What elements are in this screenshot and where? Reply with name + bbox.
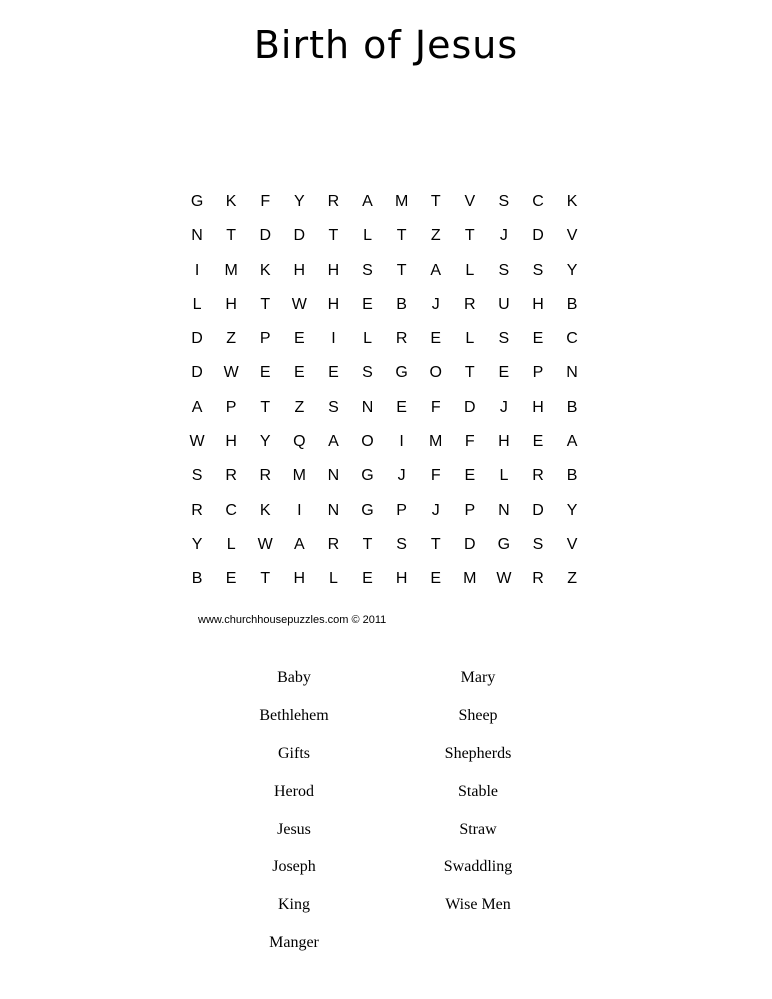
grid-letter[interactable]: T xyxy=(260,295,271,313)
grid-letter[interactable]: S xyxy=(328,398,339,416)
grid-letter[interactable]: D xyxy=(464,398,476,416)
grid-letter[interactable]: M xyxy=(224,261,238,279)
grid-letter[interactable]: B xyxy=(396,295,407,313)
grid-letter[interactable]: T xyxy=(396,261,407,279)
grid-letter[interactable]: H xyxy=(498,433,510,451)
grid-letter[interactable]: S xyxy=(532,535,544,553)
grid-letter[interactable]: H xyxy=(327,261,340,279)
grid-letter[interactable]: G xyxy=(497,535,511,553)
grid-letter[interactable]: H xyxy=(225,295,237,313)
word-list-item: Herod xyxy=(274,782,314,800)
grid-letter[interactable]: M xyxy=(292,467,306,485)
grid-letter[interactable]: H xyxy=(327,295,340,313)
grid-letter[interactable]: C xyxy=(225,501,237,519)
grid-letter[interactable]: Y xyxy=(293,193,305,210)
grid-letter[interactable]: R xyxy=(191,501,203,519)
grid-letter[interactable]: E xyxy=(293,330,305,348)
grid-letter[interactable]: P xyxy=(464,501,476,519)
grid-letter[interactable]: T xyxy=(226,227,237,245)
grid-letter[interactable]: G xyxy=(361,501,374,519)
grid-letter[interactable]: T xyxy=(430,535,441,553)
grid-letter[interactable]: A xyxy=(566,433,578,451)
word-list-item: Manger xyxy=(269,934,319,952)
grid-letter[interactable]: E xyxy=(430,570,442,588)
grid-letter[interactable]: K xyxy=(259,261,271,279)
grid-letter[interactable]: E xyxy=(259,364,271,382)
grid-letter[interactable]: W xyxy=(257,535,273,553)
grid-letter[interactable]: N xyxy=(191,227,203,245)
grid-letter[interactable]: S xyxy=(498,330,510,348)
copyright-credit: www.churchhousepuzzles.com © 2011 xyxy=(198,614,387,626)
grid-letter[interactable]: G xyxy=(190,193,204,210)
grid-letter[interactable]: Z xyxy=(567,570,577,588)
grid-letter[interactable]: D xyxy=(532,501,544,519)
grid-letter[interactable]: Q xyxy=(293,433,306,451)
grid-letter[interactable]: R xyxy=(532,467,544,485)
grid-letter[interactable]: F xyxy=(430,398,441,416)
word-list-item: Sheep xyxy=(458,706,498,724)
grid-letter[interactable]: Z xyxy=(294,398,305,416)
grid-letter[interactable]: H xyxy=(532,295,544,313)
grid-letter[interactable]: I xyxy=(331,330,336,348)
grid-letter[interactable]: F xyxy=(430,467,441,485)
grid-letter[interactable]: R xyxy=(327,193,340,210)
grid-letter[interactable]: K xyxy=(225,193,237,210)
grid-letter[interactable]: J xyxy=(431,295,440,313)
grid-letter[interactable]: G xyxy=(395,364,408,382)
grid-letter[interactable]: T xyxy=(464,227,475,245)
word-list-item: Shepherds xyxy=(444,744,512,762)
grid-letter[interactable]: L xyxy=(363,330,372,348)
grid-letter[interactable]: F xyxy=(260,193,271,210)
grid-letter[interactable]: B xyxy=(566,295,578,313)
grid-letter[interactable]: H xyxy=(532,398,544,416)
grid-letter[interactable]: F xyxy=(464,433,475,451)
grid-letter[interactable]: R xyxy=(225,467,237,485)
page-title: Birth of Jesus xyxy=(253,23,519,67)
word-list-left xyxy=(194,666,394,969)
grid-letter[interactable]: T xyxy=(260,570,271,588)
grid-letter[interactable]: T xyxy=(430,193,441,210)
grid-letter[interactable]: K xyxy=(259,501,271,519)
grid-letter[interactable]: E xyxy=(464,467,476,485)
grid-letter[interactable]: L xyxy=(363,227,372,245)
grid-letter[interactable]: A xyxy=(430,261,442,279)
word-list-item: Stable xyxy=(458,782,498,800)
grid-letter[interactable]: U xyxy=(498,295,510,313)
grid-letter[interactable]: A xyxy=(293,535,305,553)
grid-letter[interactable]: C xyxy=(566,330,578,348)
grid-letter[interactable]: Y xyxy=(566,261,578,279)
grid-letter[interactable]: W xyxy=(291,295,307,313)
grid-letter[interactable]: H xyxy=(293,570,306,588)
word-list-item: Joseph xyxy=(272,858,316,876)
grid-letter[interactable]: I xyxy=(297,501,302,519)
word-list-item: King xyxy=(278,896,310,914)
grid-letter[interactable]: N xyxy=(361,398,374,416)
grid-letter[interactable]: W xyxy=(223,364,239,382)
grid-letter[interactable]: V xyxy=(566,535,578,553)
grid-letter[interactable]: T xyxy=(328,227,339,245)
grid-letter[interactable]: Z xyxy=(430,227,441,245)
grid-letter[interactable]: O xyxy=(429,364,442,382)
grid-letter[interactable]: D xyxy=(259,227,272,245)
grid-letter[interactable]: T xyxy=(362,535,373,553)
grid-letter[interactable]: M xyxy=(463,570,477,588)
grid-letter[interactable]: D xyxy=(464,535,476,553)
grid-letter[interactable]: A xyxy=(328,433,339,451)
grid-letter[interactable]: D xyxy=(191,364,203,382)
grid-letter[interactable]: P xyxy=(225,398,237,416)
word-list-item: Swaddling xyxy=(443,858,513,876)
grid-letter[interactable]: P xyxy=(532,364,544,382)
grid-letter[interactable]: S xyxy=(396,535,407,553)
grid-letter[interactable]: M xyxy=(394,193,409,210)
grid-letter[interactable]: B xyxy=(191,570,203,588)
grid-letter[interactable]: L xyxy=(192,295,202,313)
grid-letter[interactable]: M xyxy=(429,433,443,451)
grid-letter[interactable]: Y xyxy=(191,535,203,553)
grid-letter[interactable]: J xyxy=(499,398,508,416)
grid-letter[interactable]: H xyxy=(225,433,237,451)
word-list-item: Gifts xyxy=(278,744,310,762)
grid-letter[interactable]: S xyxy=(498,193,510,210)
grid-letter[interactable]: I xyxy=(194,261,200,279)
grid-letter[interactable]: G xyxy=(361,467,374,485)
word-list-item: Bethlehem xyxy=(259,706,329,724)
word-list-right xyxy=(378,666,578,931)
grid-letter[interactable]: W xyxy=(189,433,205,451)
grid-letter[interactable]: R xyxy=(259,467,272,485)
grid-letter[interactable]: B xyxy=(566,467,578,485)
grid-letter[interactable]: Y xyxy=(259,433,271,451)
grid-letter[interactable]: S xyxy=(532,261,544,279)
grid-letter[interactable]: T xyxy=(396,227,407,245)
grid-letter[interactable]: V xyxy=(464,193,476,210)
grid-letter[interactable]: B xyxy=(566,398,578,416)
grid-letter[interactable]: Z xyxy=(226,330,237,348)
word-list-item: Baby xyxy=(277,669,311,686)
word-list-item: Mary xyxy=(460,669,496,686)
grid-letter[interactable]: N xyxy=(327,467,340,485)
grid-letter[interactable]: E xyxy=(293,364,305,382)
grid-letter[interactable]: S xyxy=(498,261,510,279)
word-list-item: Straw xyxy=(459,820,497,838)
letter-grid xyxy=(180,185,589,597)
grid-letter[interactable]: N xyxy=(498,501,510,519)
grid-letter[interactable]: J xyxy=(431,501,440,519)
grid-letter[interactable]: R xyxy=(327,535,340,553)
grid-letter[interactable]: Y xyxy=(566,501,578,519)
grid-letter[interactable]: S xyxy=(191,467,203,485)
grid-letter[interactable]: S xyxy=(362,261,373,279)
grid-letter[interactable]: E xyxy=(225,570,237,588)
grid-letter[interactable]: H xyxy=(395,570,408,588)
grid-letter[interactable]: D xyxy=(191,330,203,348)
grid-letter[interactable]: D xyxy=(293,227,306,245)
grid-letter[interactable]: S xyxy=(362,364,373,382)
grid-letter[interactable]: R xyxy=(532,570,544,588)
grid-letter[interactable]: E xyxy=(362,295,373,313)
grid-letter[interactable]: D xyxy=(532,227,544,245)
grid-letter[interactable]: N xyxy=(327,501,340,519)
grid-letter[interactable]: T xyxy=(260,398,271,416)
grid-letter[interactable]: E xyxy=(498,364,510,382)
grid-letter[interactable]: E xyxy=(362,570,373,588)
grid-letter[interactable]: K xyxy=(566,193,578,210)
grid-letter[interactable]: E xyxy=(532,433,544,451)
grid-letter[interactable]: O xyxy=(361,433,374,451)
grid-letter[interactable]: A xyxy=(362,193,373,210)
grid-letter[interactable]: T xyxy=(464,364,475,382)
grid-letter[interactable]: L xyxy=(465,261,475,279)
grid-letter[interactable]: R xyxy=(464,295,476,313)
grid-letter[interactable]: V xyxy=(566,227,578,245)
grid-letter[interactable]: E xyxy=(328,364,339,382)
grid-letter[interactable]: N xyxy=(566,364,578,382)
grid-letter[interactable]: E xyxy=(532,330,544,348)
grid-letter[interactable]: P xyxy=(396,501,407,519)
grid-letter[interactable]: W xyxy=(496,570,512,588)
grid-letter[interactable]: C xyxy=(532,193,544,210)
grid-letter[interactable]: E xyxy=(430,330,442,348)
word-list-item: Jesus xyxy=(277,820,311,838)
grid-letter[interactable]: J xyxy=(397,467,406,485)
grid-letter[interactable]: L xyxy=(226,535,236,553)
grid-letter[interactable]: A xyxy=(191,398,203,416)
grid-letter[interactable]: H xyxy=(293,261,306,279)
grid-letter[interactable]: R xyxy=(395,330,408,348)
grid-letter[interactable]: I xyxy=(399,433,404,451)
grid-letter[interactable]: L xyxy=(328,570,338,588)
grid-letter[interactable]: L xyxy=(465,330,475,348)
grid-letter[interactable]: P xyxy=(259,330,271,348)
grid-letter[interactable]: E xyxy=(396,398,407,416)
grid-letter[interactable]: J xyxy=(499,227,508,245)
grid-letter[interactable]: L xyxy=(499,467,509,485)
word-list-item: Wise Men xyxy=(445,896,511,914)
